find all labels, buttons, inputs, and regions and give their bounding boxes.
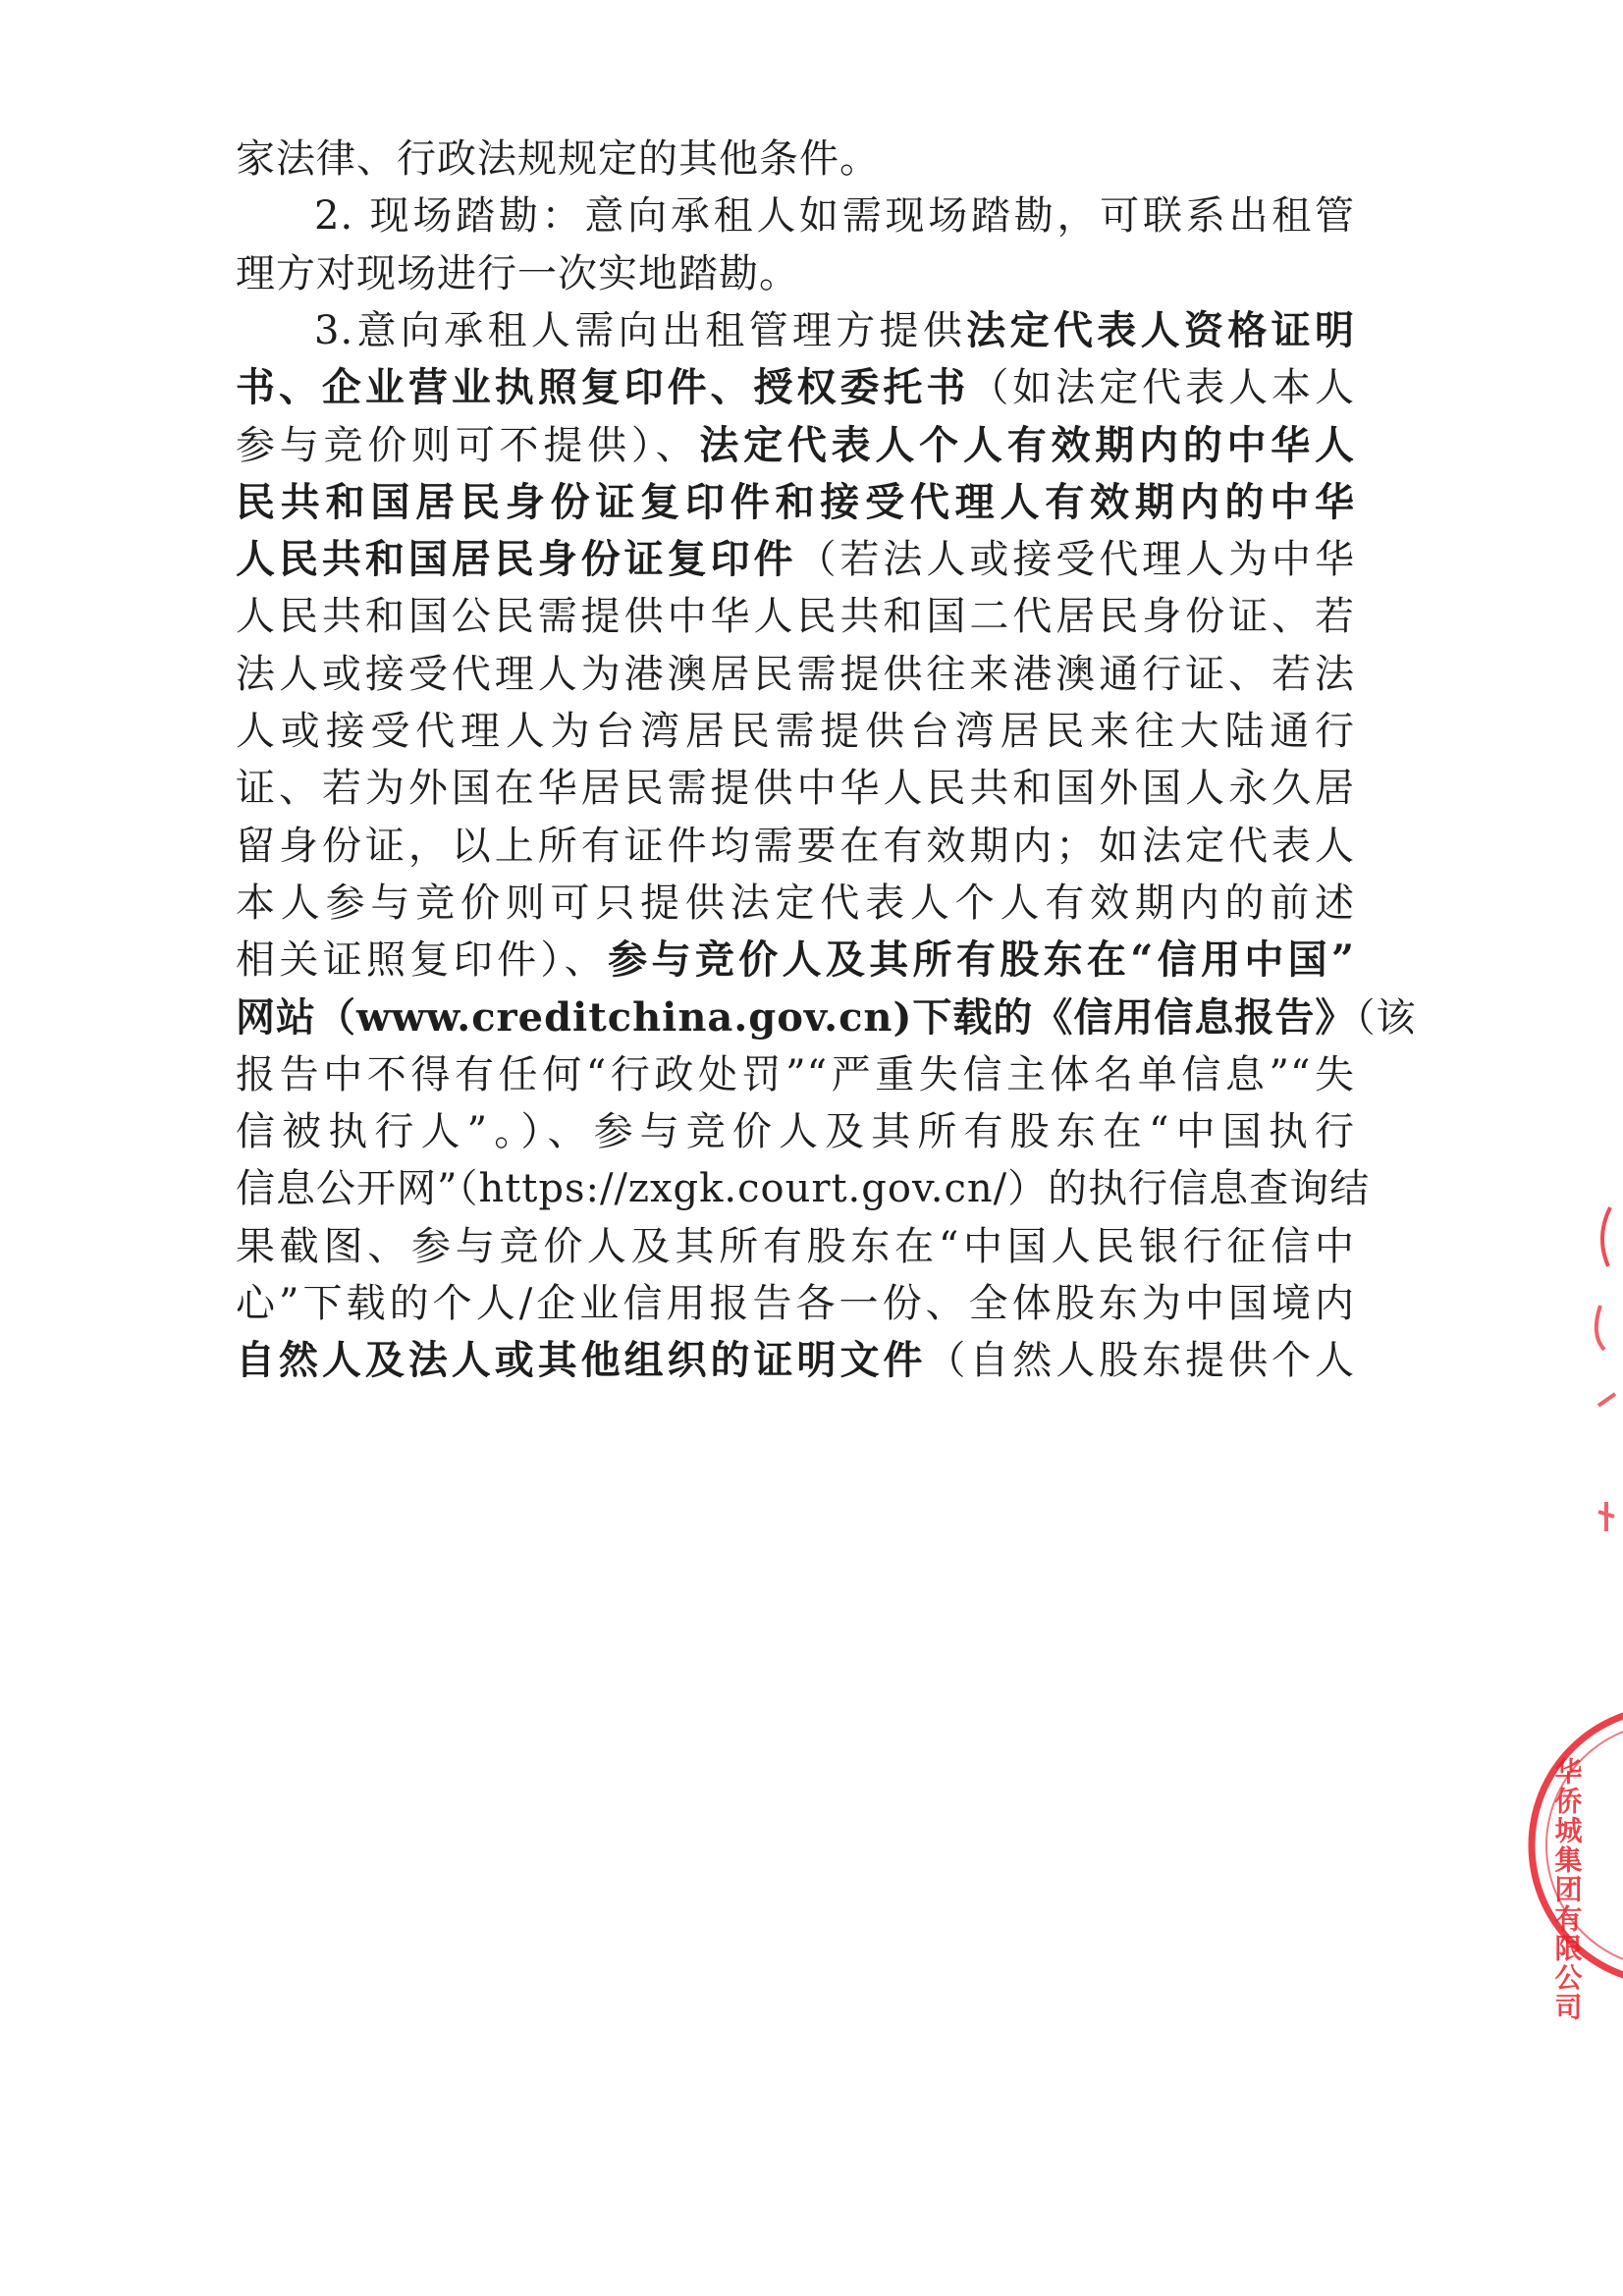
text-line [236, 1045, 1355, 1104]
bold-text-span: 网站（www.creditchina.gov.cn)下载的《信用信息报告》 [236, 994, 1356, 1041]
text-line [236, 416, 1355, 475]
text-span: 报告中不得有任何“行政处罚”“严重失信主体名单信息”“失 [236, 1052, 1355, 1097]
text-line [236, 817, 1355, 876]
bold-text-span: 民共和国居民身份证复印件和接受代理人有效期内的中华 [236, 479, 1355, 525]
text-span: 相关证照复印件）、 [236, 937, 609, 983]
text-line [236, 702, 1355, 761]
text-span: 证、若为外国在华居民需提供中华人民共和国外国人永久居 [236, 766, 1355, 811]
bold-text-span: 自然人及法人或其他组织的证明文件 [236, 1337, 927, 1383]
text-line [236, 244, 1355, 303]
text-line [236, 301, 1355, 360]
text-span: 人民共和国公民需提供中华人民共和国二代居民身份证、若 [236, 594, 1355, 639]
bold-text-span: 法定代表人资格证明 [966, 307, 1356, 353]
text-line [236, 988, 1417, 1047]
text-span: 心”下载的个人/企业信用报告各一份、全体股东为中国境内 [236, 1281, 1355, 1326]
text-line [236, 587, 1355, 646]
text-span: 参与竞价则可不提供）、 [236, 423, 700, 468]
text-span: 本人参与竞价则可只提供法定代表人个人有效期内的前述 [236, 881, 1355, 926]
seal-text: 华侨城集团有限公司 [1550, 1757, 1582, 2022]
text-span: （该 [1355, 995, 1417, 1041]
text-span: 3.意向承租人需向出租管理方提供 [314, 308, 967, 353]
paging-seal-strip [1571, 1178, 1623, 1590]
text-line [236, 530, 1355, 589]
bold-text-span: 人民共和国居民身份证复印件 [236, 536, 797, 582]
text-span: （如法定代表人本人 [969, 365, 1356, 410]
text-line [236, 473, 1355, 532]
text-line [236, 874, 1355, 933]
text-span: 理方对现场进行一次实地踏勘。 [236, 251, 799, 296]
text-span: 信息公开网”（https://zxgk.court.gov.cn/）的执行信息查询结 [236, 1166, 1371, 1211]
bold-text-span: 书、企业营业执照复印件、授权委托书 [236, 364, 970, 410]
text-line [236, 931, 1355, 989]
company-seal [1512, 1698, 1623, 2022]
bold-text-span: 法定代表人个人有效期内的中华人 [699, 422, 1356, 468]
text-line [236, 187, 1355, 245]
text-span: 人或接受代理人为台湾居民需提供台湾居民来往大陆通行 [236, 709, 1355, 754]
text-span: 家法律、行政法规规定的其他条件。 [236, 136, 880, 182]
text-span: 法人或接受代理人为港澳居民需提供往来港澳通行证、若法 [236, 652, 1355, 697]
text-span: 信被执行人”。）、参与竞价人及其所有股东在“中国执行 [236, 1109, 1355, 1154]
text-span: 果截图、参与竞价人及其所有股东在“中国人民银行征信中 [236, 1224, 1355, 1269]
text-line [236, 1102, 1355, 1161]
bold-text-span: 参与竞价人及其所有股东在“信用中国” [608, 936, 1356, 983]
text-line [236, 1331, 1355, 1390]
text-line [236, 130, 1355, 188]
text-line [236, 759, 1355, 818]
text-line [236, 1217, 1355, 1276]
text-line [236, 645, 1355, 704]
text-line [236, 1274, 1355, 1333]
text-span: 留身份证，以上所有证件均需要在有效期内；如法定代表人 [236, 824, 1355, 869]
text-span: 2. 现场踏勘：意向承租人如需现场踏勘，可联系出租管 [314, 193, 1355, 239]
text-line [236, 358, 1355, 417]
text-span: （自然人股东提供个人 [926, 1338, 1355, 1383]
text-span: （若法人或接受代理人为中华 [796, 537, 1356, 582]
text-line [236, 1159, 1371, 1218]
